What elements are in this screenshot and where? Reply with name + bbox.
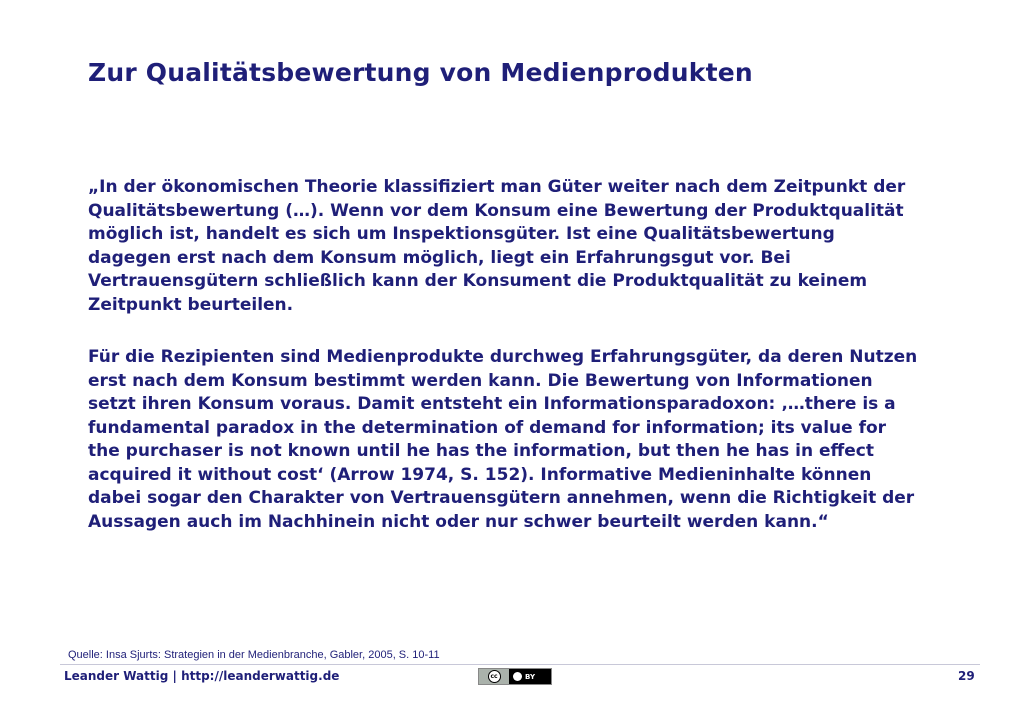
text-line: dabei sogar den Charakter von Vertrauensgütern annehmen, wenn die Richtigkeit der — [88, 488, 915, 508]
cc-left-panel — [479, 669, 509, 684]
text-line: erst nach dem Konsum bestimmt werden kann. Die Bewertung von Informationen — [88, 370, 873, 391]
cc-by-panel — [509, 672, 551, 681]
text-line: Aussagen auch im Nachhinein nicht oder nur schwer beurteilt werden kann.“ — [88, 511, 829, 532]
text-line: setzt ihren Konsum voraus. Damit entsteht ein Informationsparadoxon: ‚…there is a — [88, 394, 896, 414]
text-line: „In der ökonomischen Theorie klassifiziert man Güter weiter nach dem Zeitpunkt der — [88, 177, 906, 197]
cc-by-label: BY — [525, 672, 536, 681]
text-line: the purchaser is not known until he has the information, but then he has in effect — [88, 441, 875, 461]
source-citation: Quelle: Insa Sjurts: Strategien in der Medienbranche, Gabler, 2005, S. 10-11 — [68, 649, 440, 661]
creative-commons-by-icon[interactable] — [478, 668, 552, 685]
text-line: Vertrauensgütern schließlich kann der Konsument die Produktqualität zu keinem — [88, 271, 868, 291]
text-line: acquired it without cost‘ (Arrow 1974, S. 152). Informative Medieninhalte können — [88, 464, 872, 485]
text-line: dagegen erst nach dem Konsum möglich, liegt ein Erfahrungsgut vor. Bei — [88, 247, 791, 268]
slide-title: Zur Qualitätsbewertung von Medienprodukten — [88, 58, 753, 87]
cc-logo-icon: cc — [488, 670, 501, 683]
quote-paragraph-1 — [88, 176, 958, 317]
attribution-person-icon — [513, 672, 522, 681]
page-number: 29 — [958, 669, 975, 683]
quote-paragraph-2 — [88, 346, 958, 534]
text-line: möglich ist, handelt es sich um Inspektionsgüter. Ist eine Qualitätsbewertung — [88, 224, 835, 244]
text-line: fundamental paradox in the determination of demand for information; its value for — [88, 417, 887, 438]
text-line: Qualitätsbewertung (…). Wenn vor dem Konsum eine Bewertung der Produktqualität — [88, 200, 904, 221]
text-line: Zeitpunkt beurteilen. — [88, 294, 294, 315]
footer-divider — [60, 664, 980, 665]
text-line: Für die Rezipienten sind Medienprodukte durchweg Erfahrungsgüter, da deren Nutzen — [88, 347, 918, 367]
footer-author-link[interactable]: Leander Wattig | http://leanderwattig.de — [64, 669, 340, 683]
